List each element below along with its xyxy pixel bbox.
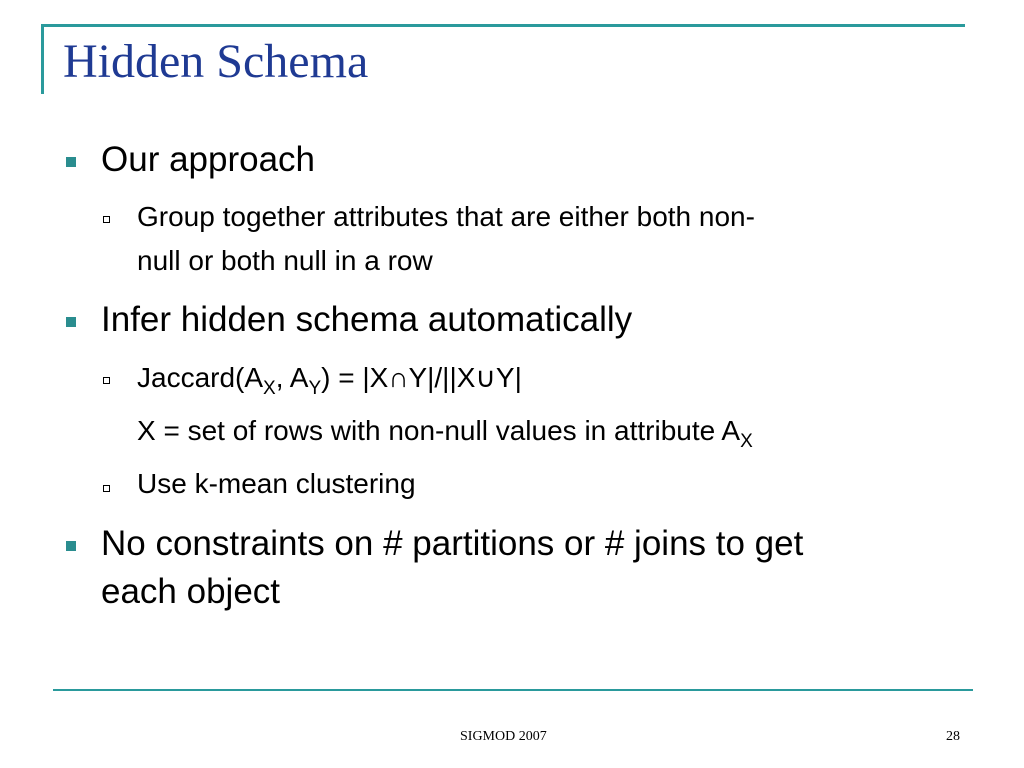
subbullet-checkbox-icon bbox=[103, 485, 110, 492]
frame-left-line bbox=[41, 25, 44, 94]
footer-rule bbox=[53, 689, 973, 691]
bullet-square-icon bbox=[66, 157, 76, 167]
jaccard-formula bbox=[137, 356, 522, 404]
footer-page-number: 28 bbox=[946, 729, 960, 744]
subbullet-1-line1: Group together attributes that are either both non- bbox=[137, 201, 755, 232]
bullet-2-text: Infer hidden schema automatically bbox=[101, 300, 633, 339]
formula-part: Y| bbox=[495, 362, 522, 393]
intersection-symbol: ∩ bbox=[388, 362, 409, 393]
definition-subscript: X bbox=[740, 431, 753, 452]
slide-title: Hidden Schema bbox=[63, 35, 369, 88]
bullet-3-line1: No constraints on # partitions or # joins to get bbox=[101, 524, 804, 563]
union-symbol: ∪ bbox=[475, 362, 496, 393]
definition-text: X = set of rows with non-null values in attribute A bbox=[137, 415, 741, 446]
subbullet-kmean: Use k-mean clustering bbox=[137, 468, 416, 499]
formula-part: Y|/||X bbox=[408, 362, 476, 393]
formula-part: Jaccard(A bbox=[137, 362, 264, 393]
bullet-3-line2: each object bbox=[101, 572, 281, 611]
formula-part: ) = |X bbox=[321, 362, 389, 393]
subbullet-checkbox-icon bbox=[103, 216, 110, 223]
set-definition bbox=[137, 409, 753, 457]
bullet-square-icon bbox=[66, 317, 76, 327]
subbullet-1-line2: null or both null in a row bbox=[137, 245, 433, 276]
formula-subscript: X bbox=[263, 378, 276, 399]
formula-part: , A bbox=[275, 362, 309, 393]
frame-top-line bbox=[41, 24, 965, 27]
footer-conference: SIGMOD 2007 bbox=[460, 729, 547, 744]
formula-subscript: Y bbox=[308, 378, 322, 399]
subbullet-checkbox-icon bbox=[103, 377, 110, 384]
bullet-1-text: Our approach bbox=[101, 140, 316, 179]
bullet-square-icon bbox=[66, 541, 76, 551]
